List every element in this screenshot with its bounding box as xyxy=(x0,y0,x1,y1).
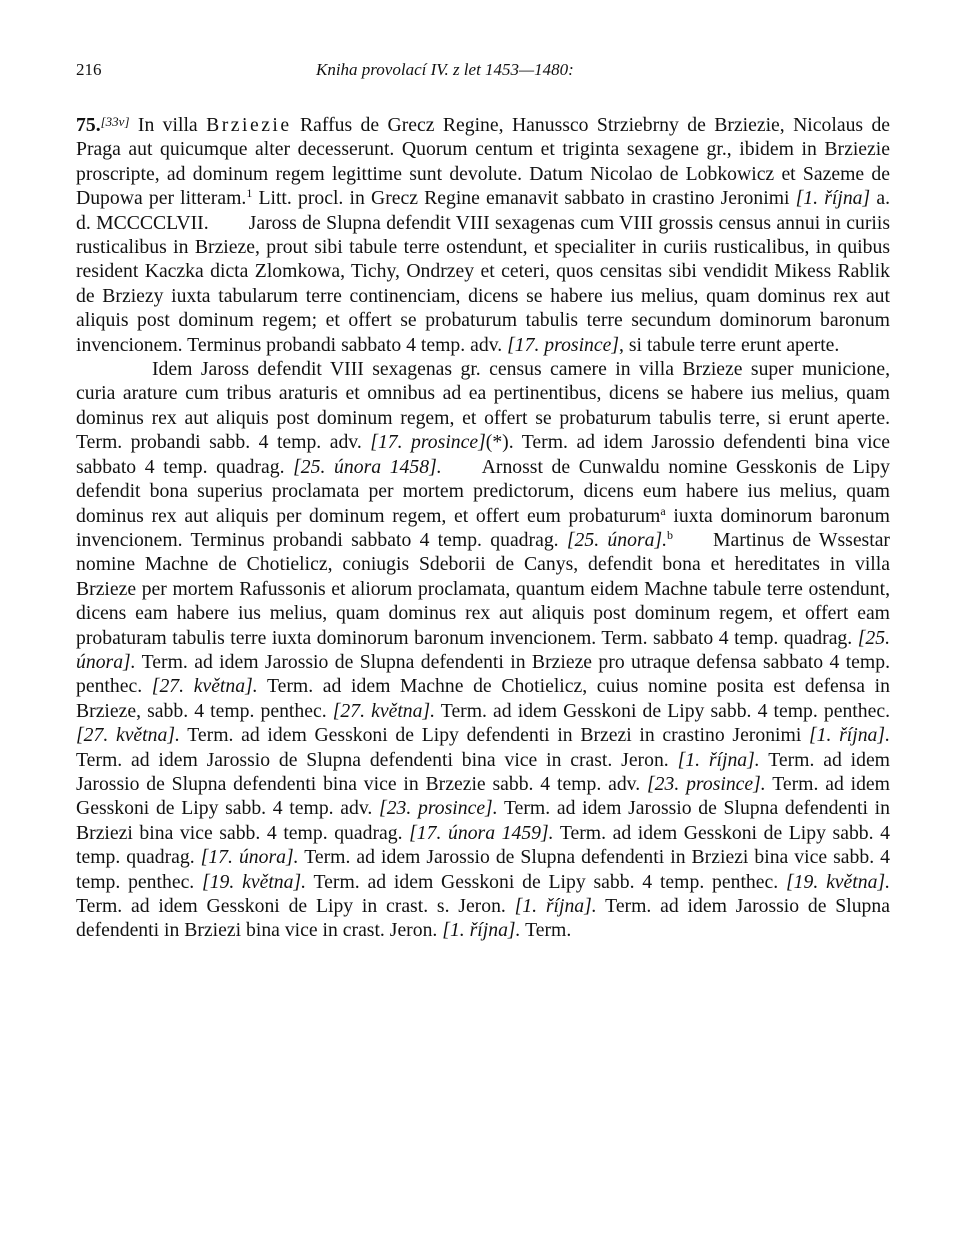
date-annotation: [25. února 1458]. xyxy=(293,455,442,478)
text-segment: Term. ad idem Jarossio de Slupna defendenti bina vice in Brzezie sabb. 4 temp. adv. xyxy=(76,748,890,795)
date-annotation: [1. října]. xyxy=(514,895,597,917)
date-annotation: [1. října]. xyxy=(677,748,760,771)
text-segment: Term. ad idem Jarossio de Slupna defendenti in Brziezi bina vice in crast. Jeron. xyxy=(76,895,890,942)
date-annotation: [1. října]. xyxy=(442,919,521,942)
date-annotation: [25. února]. xyxy=(566,528,668,551)
date-annotation: [27. května]. xyxy=(76,724,180,747)
date-annotation: [25. února]. xyxy=(76,626,890,673)
text-segment: Term. ad idem Jarossio de Slupna defendenti in Brziezi bina vice sabb. 4 temp. penthec. xyxy=(76,846,890,893)
text-segment: Term. ad idem Jarossio de Slupna defendenti in Brzieze pro utraque defensa sabbato 4 temp. penthec. xyxy=(76,650,890,698)
text-segment: Jaross de Slupna defendit VIII sexagenas cum VIII grossis census annui in curiis rusticalibus in Brzieze, prout sibi tabule terre ostendunt, et specialiter in curiis rusticalibus, in quibus resident Kaczka dicta Zlomkowa, Tichy, Ondrzey et ceteri, quos censitas sibi vendidit Mikess Rablik de Brziezy iuxta tabularum terre continenciam, dicens se habere ius melius, quam dominus rex aut aliquis post dominum regem; et offert se probaturum tabulis terre secundum dominorum baronum invencionem. Terminus probandi sabbato 4 temp. adv. xyxy=(76,211,890,356)
date-annotation: [17. prosince] xyxy=(507,333,620,356)
date-annotation: [27. května]. xyxy=(151,675,258,698)
footnote-marker: 1 xyxy=(246,186,253,201)
date-annotation: [17. února 1459]. xyxy=(409,821,554,844)
text-segment: Term. ad idem Gesskoni de Lipy sabb. 4 temp. penthec. xyxy=(313,870,779,893)
date-annotation: [17. prosince] xyxy=(370,431,486,454)
footnote-marker: b xyxy=(667,527,674,542)
text-segment: Term. ad idem Gesskoni de Lipy in crast. s. Jeron. xyxy=(76,895,506,917)
text-segment: Term. ad idem Gesskoni de Lipy defendenti in Brzezi in crastino Jeronimi xyxy=(187,724,802,747)
text-segment: Arnosst de Cunwaldu nomine Gesskonis de Lipy defendit bona superius proclamata per mortem predictorum, dicens eum habere ius melius, quam dominus rex aut aliquis per dominum regem, et offert eum probaturum xyxy=(76,455,890,527)
text-segment: Term. ad idem Jarossio de Slupna defendenti in Brziezi bina vice sabb. 4 temp. quadrag. xyxy=(76,797,890,844)
text-segment: Martinus de Wssestar nomine Machne de Chotielicz, coniugis Sdeborii de Canys, defendit bona et hereditates in villa Brzieze per mortem Rafussonis et aliorum proclamata, quantum eidem Machne tabule terre ostendunt, dicens eam habere ius melius, quam dominus rex aut aliquis post dominum regem, et offert eam probaturam tabulis terre iuxta dominorum baronum invencionem. Term. sabbato 4 temp. quadrag. xyxy=(76,528,890,649)
date-annotation: [23. prosince]. xyxy=(379,797,498,820)
text-segment: Term. ad idem Gesskoni de Lipy sabb. 4 temp. adv. xyxy=(76,772,890,820)
date-annotation: [1. října] xyxy=(795,187,871,210)
text-segment: iuxta dominorum baronum invencionem. Terminus probandi sabbato 4 temp. quadrag. xyxy=(76,504,890,551)
place-name: Brziezie xyxy=(206,114,292,136)
continuation-paragraph xyxy=(76,357,890,943)
text-segment: Idem Jaross defendit VIII sexagenas gr. census camere in villa Brzieze super municione, curia arature cum tribus araturis et omnibus ad ea pertinentibus, dicens se habere ius melius, quam dominus rex aut aliquis post dominum regem, et offert se probaturum tabulis terre, si erunt aperte. Term. probandi sabb. 4 temp. adv. xyxy=(76,358,890,454)
page-number: 216 xyxy=(76,60,102,79)
text-segment: Term. ad idem Jarossio de Slupna defendenti bina vice in crast. Jeron. xyxy=(76,748,669,771)
entry-paragraph xyxy=(76,110,890,357)
book-title: Kniha provolací IV. z let 1453—1480: xyxy=(316,60,574,79)
date-annotation: [1. října]. xyxy=(809,724,890,747)
text-segment: Term. xyxy=(525,919,572,942)
date-annotation: [17. února]. xyxy=(200,846,299,869)
document-page xyxy=(76,60,890,943)
date-annotation: [23. prosince]. xyxy=(646,772,766,795)
text-segment: Term. ad idem Machne de Chotielicz, cuius nomine posita est defensa in Brzieze, sabb. 4 temp. penthec. xyxy=(76,675,890,722)
running-header xyxy=(76,60,890,90)
footnote-marker: a xyxy=(660,503,666,518)
text-segment: Term. ad idem Gesskoni de Lipy sabb. 4 temp. penthec. xyxy=(440,699,891,722)
document-body xyxy=(76,110,890,943)
date-annotation: [27. května]. xyxy=(332,699,436,722)
date-annotation: [19. května]. xyxy=(786,870,891,893)
text-segment: In villa xyxy=(137,114,198,136)
entry-number: 75. xyxy=(76,114,101,136)
text-segment: , si tabule terre erunt aperte. xyxy=(619,333,840,356)
text-segment: a. d. MCCCCLVII. xyxy=(76,187,891,234)
text-segment: (*). Term. ad idem Jarossio defendenti bina vice sabbato 4 temp. quadrag. xyxy=(76,431,891,478)
date-annotation: [19. května]. xyxy=(202,870,307,893)
text-segment: Raffus de Grecz Regine, Hanussco Strziebrny de Brziezie, Nicolaus de Praga aut quicumque alter decesserunt. Quorum centum et triginta sexagene gr., ibidem in Brziezie proscripte, ad dominum regem legittime sunt devolute. Datum Nicolao de Lobkowicz et Sazeme de Dupowa per litteram. xyxy=(76,114,891,210)
text-segment: Term. ad idem Gesskoni de Lipy sabb. 4 temp. quadrag. xyxy=(76,821,890,869)
folio-reference: [33v] xyxy=(100,114,130,129)
text-segment: Litt. procl. in Grecz Regine emanavit sabbato in crastino Jeronimi xyxy=(258,187,790,210)
